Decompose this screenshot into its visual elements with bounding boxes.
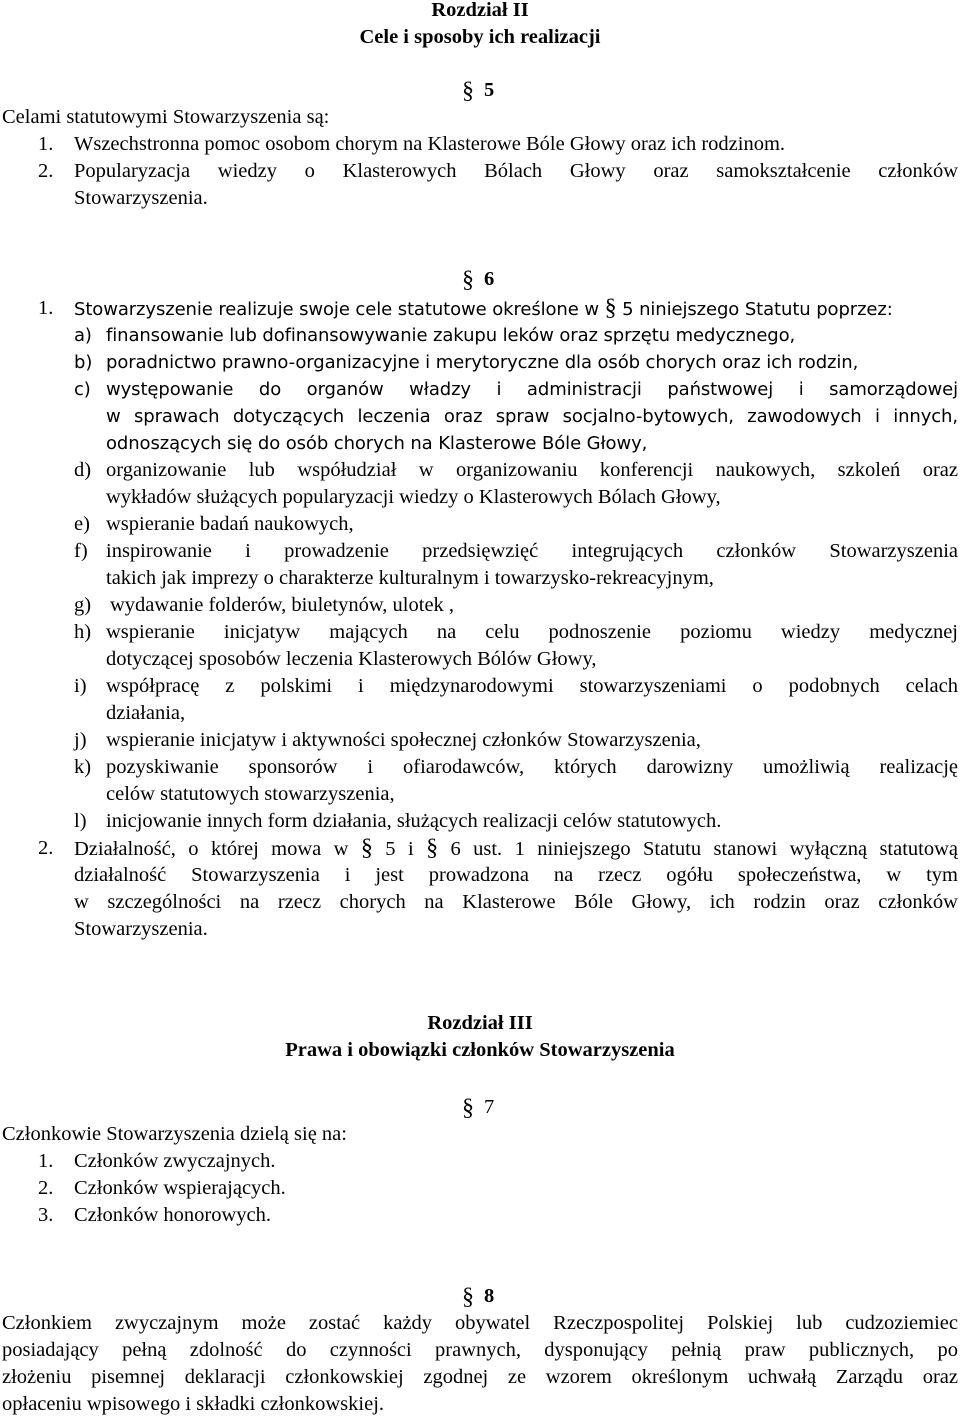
sublist-key: g) xyxy=(74,594,92,616)
sublist-item-continuation: takich jak imprezy o charakterze kulturalnym i towarzysko-rekreacyjnym, xyxy=(106,567,714,589)
sublist-item: finansowanie lub dofinansowywanie zakupu leków oraz sprzętu medycznego, xyxy=(106,325,796,346)
section-number: 6 xyxy=(484,268,495,290)
sublist-item-continuation: odnoszących się do osób chorych na Klasterowe Bóle Głowy, xyxy=(106,433,648,454)
sublist-key: i) xyxy=(74,675,87,697)
section-6-item-2-continuation: działalność Stowarzyszenia i jest prowadzona na rzecz ogółu społeczeństwa, w tym xyxy=(74,864,958,886)
sublist-key: l) xyxy=(74,810,87,832)
sublist-item: inicjowanie innych form działania, służących realizacji celów statutowych. xyxy=(106,810,722,832)
section-6-item-1-intro xyxy=(74,295,893,323)
sublist-key: h) xyxy=(74,621,92,643)
sublist-key: d) xyxy=(74,459,92,481)
text-fragment: 6 ust. 1 niniejszego Statutu stanowi wyłączną statutową xyxy=(450,838,959,860)
sublist-key: e) xyxy=(74,513,90,535)
text-fragment: Działalność, o której mowa w xyxy=(74,838,349,860)
sublist-item: wspieranie inicjatyw i aktywności społecznej członków Stowarzyszenia, xyxy=(106,729,701,751)
list-item: Członków honorowych. xyxy=(74,1204,272,1226)
section-8-text: opłaceniu wpisowego i składki członkowskiej. xyxy=(2,1393,385,1415)
section-number: 5 xyxy=(484,79,495,101)
sublist-item-continuation: działania, xyxy=(106,702,186,724)
sublist-item: wspieranie inicjatyw mających na celu podnoszenie poziomu wiedzy medycznej xyxy=(106,621,958,643)
section-8-text: złożeniu pisemnej deklaracji członkowskiej zgodnej ze wzorem określonym uchwałą Zarządu oraz xyxy=(2,1366,958,1388)
sublist-item-continuation: dotyczącej sposobów leczenia Klasterowych Bólów Głowy, xyxy=(106,648,597,670)
sublist-key: j) xyxy=(74,729,87,751)
sublist-item-continuation: celów statutowych stowarzyszenia, xyxy=(106,783,395,805)
section-6-item-2-continuation: w szczególności na rzecz chorych na Klasterowe Bóle Głowy, ich rodzin oraz członków xyxy=(74,891,958,913)
list-item: Wszechstronna pomoc osobom chorym na Klasterowe Bóle Głowy oraz ich rodzinom. xyxy=(74,133,786,155)
section-6-item-2 xyxy=(74,835,958,863)
chapter-3-heading: Rozdział III xyxy=(427,1012,533,1034)
list-number: 1. xyxy=(38,297,54,319)
section-sign: § xyxy=(462,267,474,293)
list-item: Członków zwyczajnych. xyxy=(74,1150,276,1172)
section-8-text: Członkiem zwyczajnym może zostać każdy obywatel Rzeczpospolitej Polskiej lub cudzoziemiec xyxy=(2,1312,958,1334)
chapter-2-subheading: Cele i sposoby ich realizacji xyxy=(359,26,601,48)
section-sign: § xyxy=(462,78,474,104)
text-fragment: 5 i xyxy=(385,838,414,860)
sublist-item: wspieranie badań naukowych, xyxy=(106,513,354,535)
sublist-key: k) xyxy=(74,756,92,778)
section-6-item-2-continuation: Stowarzyszenia. xyxy=(74,918,208,940)
section-number: 7 xyxy=(484,1096,495,1118)
sublist-key: c) xyxy=(74,379,91,400)
sublist-key: b) xyxy=(74,352,93,373)
chapter-3-subheading: Prawa i obowiązki członków Stowarzyszenia xyxy=(285,1039,675,1061)
list-number: 1. xyxy=(38,1150,54,1172)
list-item: Popularyzacja wiedzy o Klasterowych Bólach Głowy oraz samokształcenie członków xyxy=(74,160,958,182)
section-7-intro: Członkowie Stowarzyszenia dzielą się na: xyxy=(2,1123,347,1145)
sublist-item-continuation: wykładów służących popularyzacji wiedzy o Klasterowych Bólach Głowy, xyxy=(106,486,721,508)
sublist-item: pozyskiwanie sponsorów i ofiarodawców, których darowizny umożliwią realizację xyxy=(106,756,958,778)
list-number: 2. xyxy=(38,837,54,859)
section-number: 8 xyxy=(484,1285,495,1307)
section-8-text: posiadający pełną zdolność do czynności prawnych, dysponujący pełnią praw publicznych, po xyxy=(2,1339,958,1361)
list-number: 2. xyxy=(38,160,54,182)
sublist-item-continuation: w sprawach dotyczących leczenia oraz spraw socjalno-bytowych, zawodowych i innych, xyxy=(106,406,958,427)
sublist-item: poradnictwo prawno-organizacyjne i merytoryczne dla osób chorych oraz ich rodzin, xyxy=(106,352,859,373)
text-fragment: Stowarzyszenie realizuje swoje cele statutowe określone w xyxy=(74,299,599,320)
section-sign: § xyxy=(604,295,617,321)
section-sign: § xyxy=(462,1095,474,1121)
list-item-continuation: Stowarzyszenia. xyxy=(74,187,208,209)
list-number: 3. xyxy=(38,1204,54,1226)
section-5-intro: Celami statutowymi Stowarzyszenia są: xyxy=(2,106,330,128)
section-5-heading xyxy=(462,77,494,105)
section-sign: § xyxy=(426,835,439,861)
sublist-item: inspirowanie i prowadzenie przedsięwzięć integrujących członków Stowarzyszenia xyxy=(106,540,958,562)
section-8-heading xyxy=(462,1283,494,1311)
sublist-item: organizowanie lub współudział w organizowaniu konferencji naukowych, szkoleń oraz xyxy=(106,459,958,481)
list-number: 2. xyxy=(38,1177,54,1199)
sublist-item: występowanie do organów władzy i administracji państwowej i samorządowej xyxy=(106,379,958,400)
section-6-heading xyxy=(462,266,494,294)
text-fragment: 5 niniejszego Statutu poprzez: xyxy=(622,299,893,320)
list-number: 1. xyxy=(38,133,54,155)
list-item: Członków wspierających. xyxy=(74,1177,286,1199)
sublist-item: współpracę z polskimi i międzynarodowymi stowarzyszeniami o podobnych celach xyxy=(106,675,958,697)
section-sign: § xyxy=(462,1284,474,1310)
sublist-item: wydawanie folderów, biuletynów, ulotek , xyxy=(110,594,455,616)
section-sign: § xyxy=(360,835,373,861)
section-7-heading xyxy=(462,1094,494,1122)
sublist-key: f) xyxy=(74,540,88,562)
chapter-2-heading: Rozdział II xyxy=(431,0,529,21)
sublist-key: a) xyxy=(74,325,92,346)
